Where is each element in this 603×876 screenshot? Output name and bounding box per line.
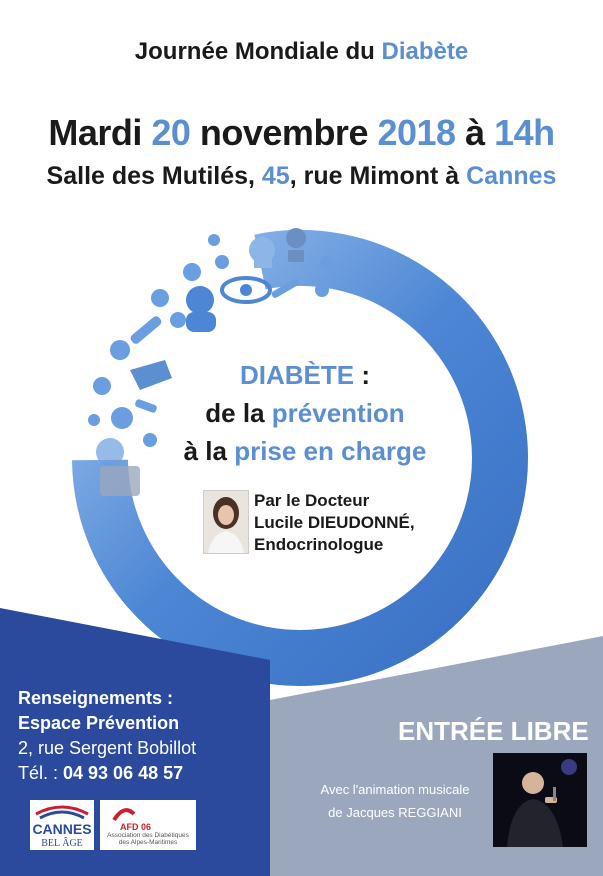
location-city: Cannes xyxy=(466,162,557,190)
doctor-portrait-icon xyxy=(204,491,248,553)
phone-label: Tél. : xyxy=(18,763,64,783)
anim-line2: de Jacques REGGIANI xyxy=(328,805,462,820)
cannes-logo-icon xyxy=(30,800,94,850)
doctor-photo xyxy=(203,490,249,554)
cannes-bel-age-logo xyxy=(30,800,94,850)
talk-title-line3-b: prise en charge xyxy=(234,436,427,466)
music-animation-info xyxy=(290,778,500,824)
speaker-title: Endocrinologue xyxy=(254,535,384,554)
singer-portrait-icon xyxy=(493,753,587,847)
date-day: 20 xyxy=(151,112,191,153)
speaker-name: Lucile DIEUDONNÉ, xyxy=(254,513,415,532)
speaker-info xyxy=(254,490,415,556)
anim-line1: Avec l'animation musicale xyxy=(320,782,470,797)
date-year: 2018 xyxy=(377,112,456,153)
date-month: novembre xyxy=(190,112,378,153)
event-title-prefix: Journée Mondiale du xyxy=(134,38,382,65)
location-street: , rue Mimont à xyxy=(289,162,467,190)
talk-title-line2-a: de la xyxy=(205,398,272,428)
contact-heading: Renseignements : xyxy=(18,688,174,708)
phone-number: 04 93 06 48 57 xyxy=(63,763,184,783)
date-at: à xyxy=(455,112,495,153)
date-weekday: Mardi xyxy=(48,112,152,153)
talk-title-line3-a: à la xyxy=(183,436,235,466)
contact-phone xyxy=(18,761,196,786)
contact-place: Espace Prévention xyxy=(18,713,180,733)
afd-code-text: AFD 06 xyxy=(120,822,152,832)
location-number: 45 xyxy=(261,162,290,190)
contact-address: 2, rue Sergent Bobillot xyxy=(18,738,197,758)
cannes-logo-text: CANNES xyxy=(32,821,92,837)
talk-title xyxy=(160,356,450,470)
singer-photo xyxy=(493,753,587,847)
date-hour: 14h xyxy=(494,112,555,153)
talk-title-line2 xyxy=(160,394,450,432)
talk-title-line2-b: prévention xyxy=(271,398,405,428)
talk-title-diabete: DIABÈTE xyxy=(239,360,355,390)
talk-title-line3 xyxy=(160,432,450,470)
afd-name-text: Association des Diabétiques des Alpes-Maritimes xyxy=(107,832,189,846)
afd06-logo xyxy=(100,800,196,850)
bel-age-logo-text: BEL ÂGE xyxy=(41,838,83,849)
talk-title-line1 xyxy=(160,356,450,394)
speaker-intro: Par le Docteur xyxy=(254,491,370,510)
contact-info xyxy=(18,686,196,786)
location-hall: Salle des Mutilés, xyxy=(46,162,262,190)
talk-title-colon: : xyxy=(354,360,370,390)
event-title-highlight: Diabète xyxy=(381,38,469,65)
afd-logo-icon xyxy=(100,800,196,850)
free-entry-label: ENTRÉE LIBRE xyxy=(398,716,589,746)
